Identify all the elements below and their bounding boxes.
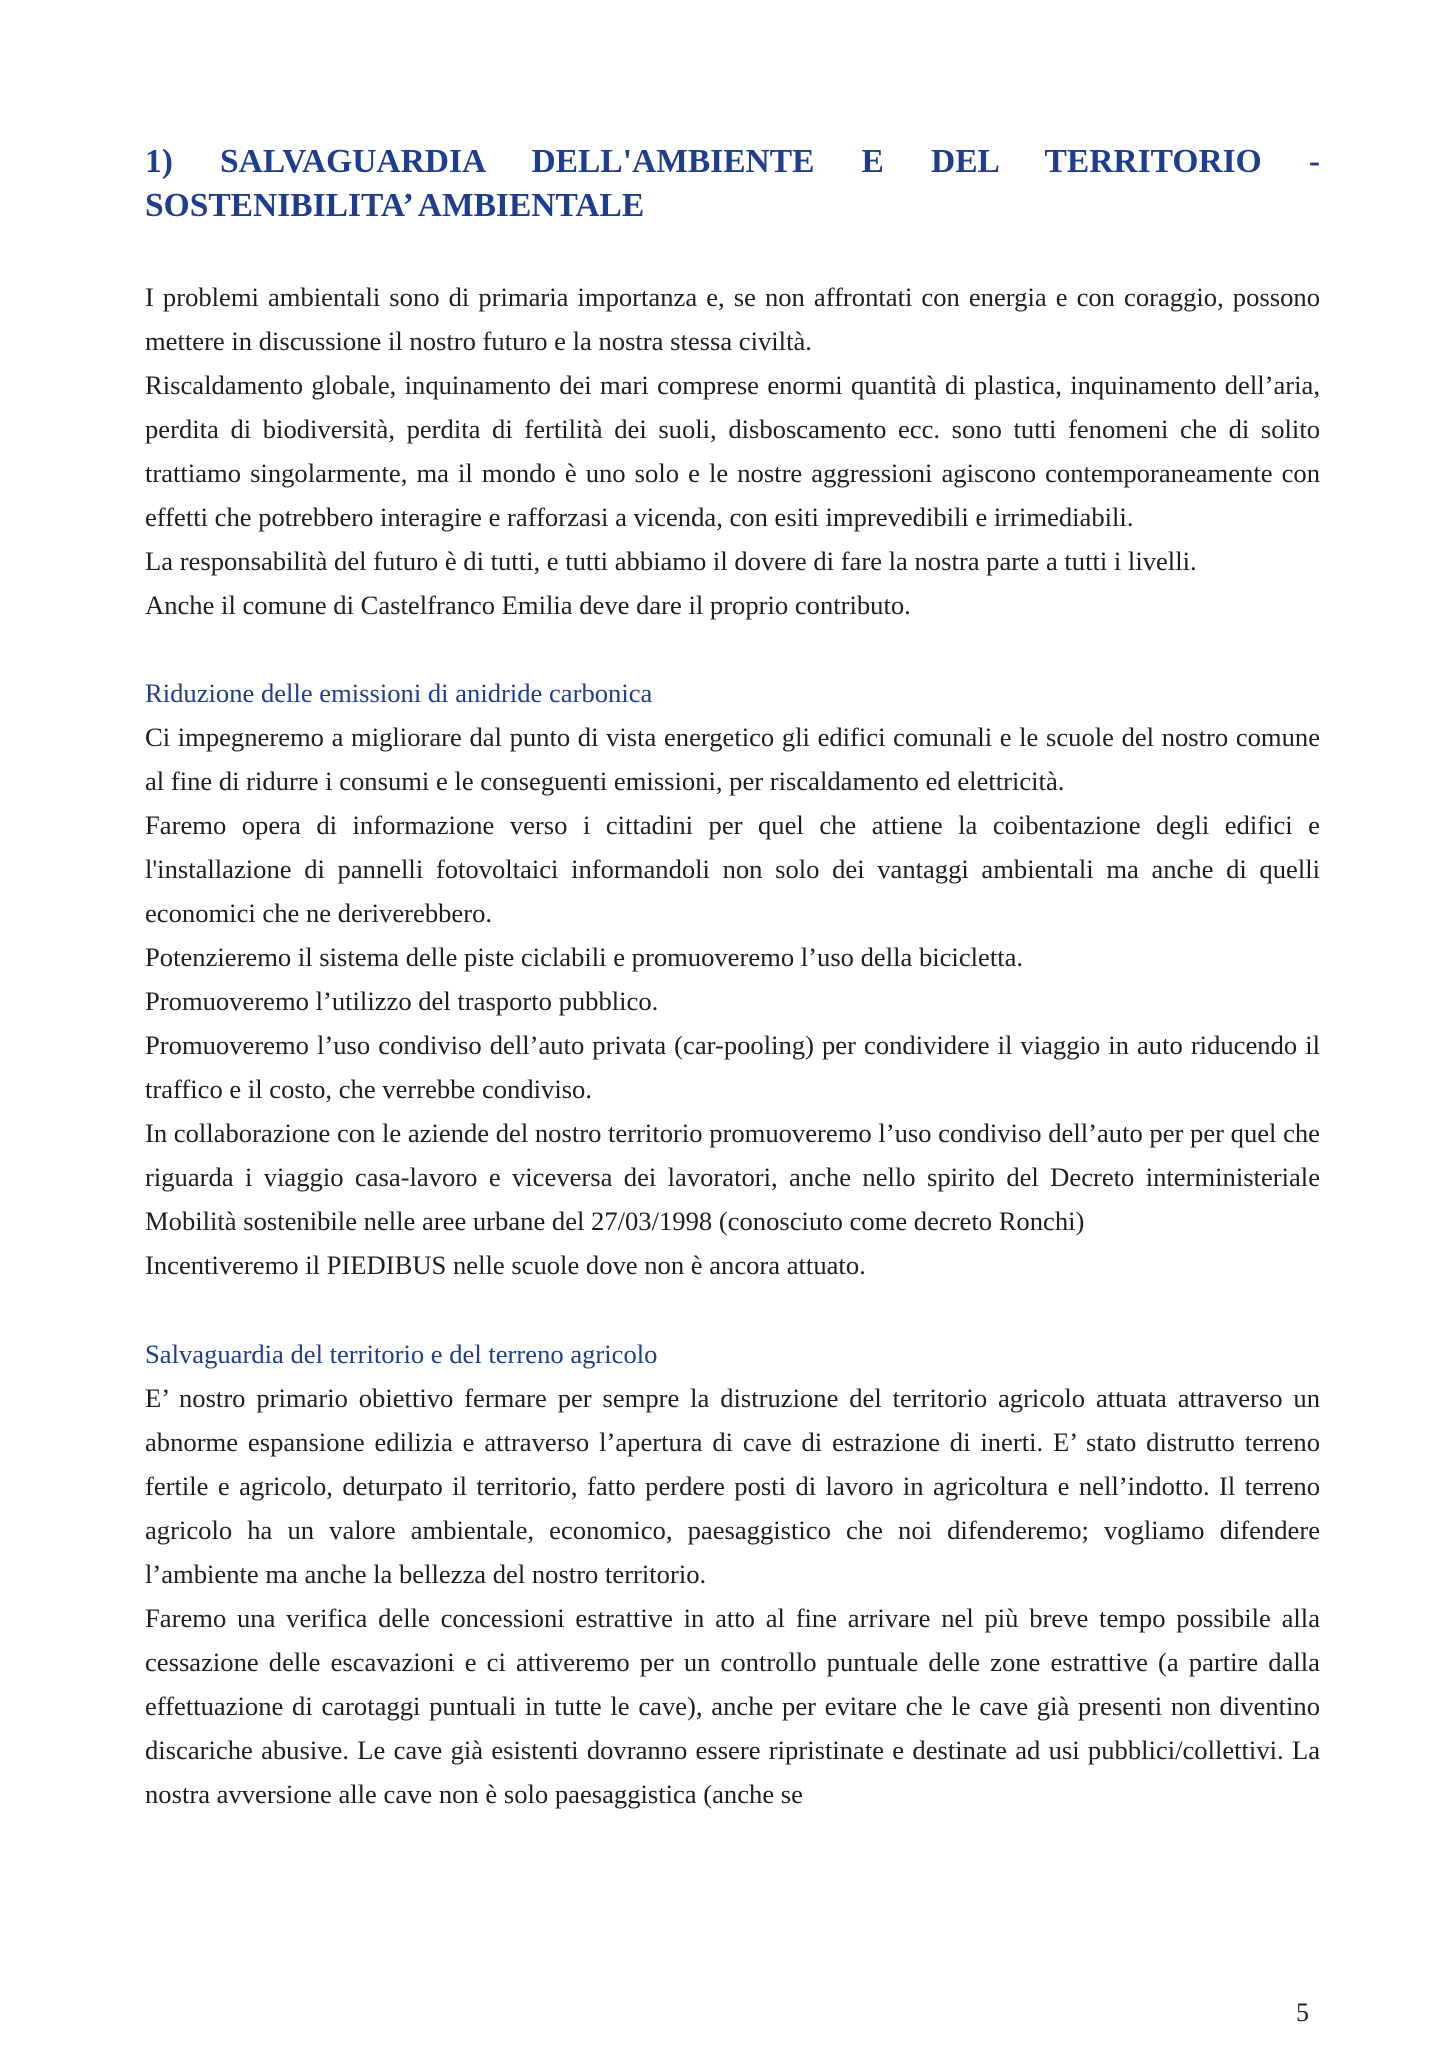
- intro-paragraph: Riscaldamento globale, inquinamento dei mari comprese enormi quantità di plastica, inquinamento dell’aria, perdita di biodiversità, perdita di fertilità dei suoli, disboscamento ecc. sono tutti fenomeni che di solito trattiamo singolarmente, ma il mondo è uno solo e le nostre aggressioni agiscono contemporaneamente con effetti che potrebbero interagire e rafforzasi a vicenda, con esiti imprevedibili e irrimediabili.: [145, 370, 1320, 532]
- territory-paragraph: E’ nostro primario obiettivo fermare per sempre la distruzione del territorio agricolo attuata attraverso un abnorme espansione edilizia e attraverso l’apertura di cave di estrazione di inerti. E’ stato distrutto terreno fertile e agricolo, deturpato il territorio, fatto perdere posti di lavoro in agricoltura e nell’indotto. Il terreno agricolo ha un valore ambientale, economico, paesaggistico che noi difenderemo; vogliamo difendere l’ambiente ma anche la bellezza del nostro territorio.: [145, 1383, 1320, 1589]
- emissions-paragraph: Promuoveremo l’utilizzo del trasporto pubblico.: [145, 986, 659, 1016]
- emissions-paragraph: In collaborazione con le aziende del nostro territorio promuoveremo l’uso condiviso dell’auto per per quel che riguarda i viaggio casa-lavoro e viceversa dei lavoratori, anche nello spirito del Decreto interministeriale Mobilità sostenibile nelle aree urbane del 27/03/1998 (conosciuto come decreto Ronchi): [145, 1118, 1320, 1236]
- intro-paragraph: La responsabilità del futuro è di tutti, e tutti abbiamo il dovere di fare la nostra parte a tutti i livelli.: [145, 546, 1197, 576]
- emissions-paragraph: Incentiveremo il PIEDIBUS nelle scuole dove non è ancora attuato.: [145, 1250, 866, 1280]
- intro-paragraph: Anche il comune di Castelfranco Emilia deve dare il proprio contributo.: [145, 590, 911, 620]
- territory-paragraph: Faremo una verifica delle concessioni estrattive in atto al fine arrivare nel più breve tempo possibile alla cessazione delle escavazioni e ci attiveremo per un controllo puntuale delle zone estrattive (a partire dalla effettuazione di carotaggi puntuali in tutte le cave), anche per evitare che le cave già presenti non diventino discariche abusive. Le cave già esistenti dovranno essere ripristinate e destinate ad usi pubblici/collettivi. La nostra avversione alle cave non è solo paesaggistica (anche se: [145, 1603, 1320, 1809]
- emissions-paragraph: Promuoveremo l’uso condiviso dell’auto privata (car-pooling) per condividere il viaggio in auto riducendo il traffico e il costo, che verrebbe condiviso.: [145, 1030, 1320, 1104]
- subsection-heading-territory: Salvaguardia del territorio e del terreno agricolo: [145, 1339, 658, 1369]
- section-title: 1) SALVAGUARDIA DELL'AMBIENTE E DEL TERRITORIO - SOSTENIBILITA’ AMBIENTALE: [145, 143, 1320, 224]
- emissions-paragraph: Faremo opera di informazione verso i cittadini per quel che attiene la coibentazione degli edifici e l'installazione di pannelli fotovoltaici informandoli non solo dei vantaggi ambientali ma anche di quelli economici che ne deriverebbero.: [145, 810, 1320, 928]
- subsection-heading-emissions: Riduzione delle emissioni di anidride carbonica: [145, 678, 653, 708]
- document-body: [145, 275, 1320, 1816]
- intro-paragraph: I problemi ambientali sono di primaria importanza e, se non affrontati con energia e con coraggio, possono mettere in discussione il nostro futuro e la nostra stessa civiltà.: [145, 282, 1320, 356]
- emissions-paragraph: Potenzieremo il sistema delle piste ciclabili e promuoveremo l’uso della bicicletta.: [145, 942, 1024, 972]
- page-number: 5: [1296, 1998, 1309, 2027]
- emissions-paragraph: Ci impegneremo a migliorare dal punto di vista energetico gli edifici comunali e le scuole del nostro comune al fine di ridurre i consumi e le conseguenti emissioni, per riscaldamento ed elettricità.: [145, 722, 1320, 796]
